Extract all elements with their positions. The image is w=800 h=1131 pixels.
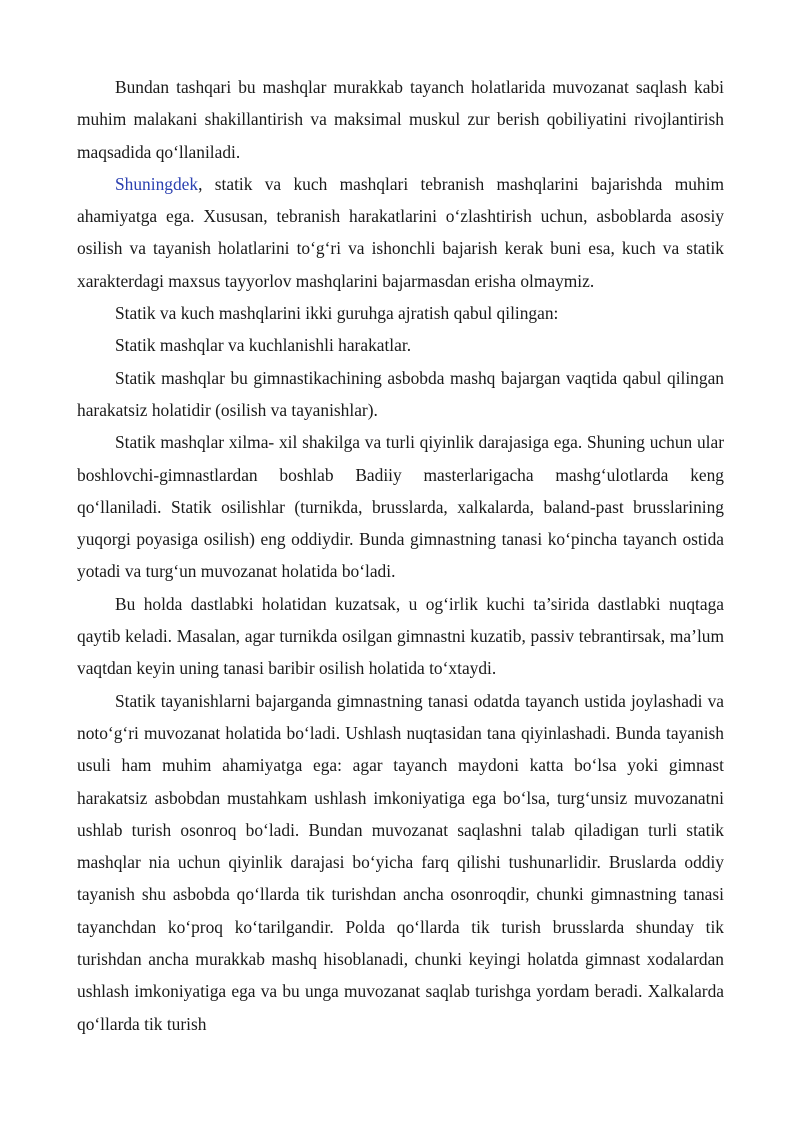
paragraph-2 (77, 168, 724, 297)
paragraph-7 (77, 588, 724, 685)
paragraph-text: Statik mashqlar va kuchlanishli harakatlar. (115, 335, 412, 356)
paragraph-text: Statik mashqlar bu gimnastikachining asbobda mashq bajargan vaqtida qabul qilingan harakatsiz holatidir (osilish va tayanishlar). (77, 367, 724, 420)
paragraph-text: Statik tayanishlarni bajarganda gimnastning tanasi odatda tayanch ustida joylashadi va noto‘g‘ri muvozanat holatida bo‘ladi. Ushlash nuqtasidan tana qiyinlashadi. Bunda tayanish usuli ham muhim ahamiyatga ega: agar tayanch maydoni katta bo‘lsa yoki gimnast harakatsiz asbobdan mustahkam ushlash imkoniyatiga ega bo‘lsa, turg‘unsiz muvozanatni ushlab turish osonroq bo‘ladi. Bundan muvozanat saqlashni talab qiladigan turli statik mashqlar nia uchun qiyinlik darajasi bo‘yicha farq qilishi tushunarlidir. Bruslarda oddiy tayanish shu asbobda qo‘llarda tik turishdan ancha osonroqdir, chunki gimnastning tanasi tayanchdan ko‘proq ko‘tarilgandir. Polda qo‘llarda tik turish brusslarda shunday tik turishdan ancha murakkab mashq hisoblanadi, chunki keyingi holatda gimnast xodalardan ushlash imkoniyatiga ega va bu unga muvozanat saqlab turishga yordam beradi. Xalkalarda qo‘llarda tik turish (77, 690, 724, 1034)
paragraph-text: Bundan tashqari bu mashqlar murakkab tayanch holatlarida muvozanat saqlash kabi muhim malakani shakillantirish va maksimal muskul zur berish qobiliyatini rivojlantirish maqsadida qo‘llaniladi. (77, 77, 724, 162)
paragraph-1 (77, 71, 724, 168)
paragraph-6 (77, 426, 724, 587)
paragraph-3 (77, 297, 724, 329)
shuningdek-link[interactable]: Shuningdek (115, 173, 199, 194)
paragraph-5 (77, 362, 724, 427)
paragraph-text: Bu holda dastlabki holatidan kuzatsak, u og‘irlik kuchi ta’sirida dastlabki nuqtaga qaytib keladi. Masalan, agar turnikda osilgan gimnastni kuzatib, passiv tebrantirsak, ma’lum vaqtdan keyin uning tanasi baribir osilish holatida to‘xtaydi. (77, 593, 724, 679)
paragraph-text: Statik mashqlar xilma- xil shakilga va turli qiyinlik darajasiga ega. Shuning uchun ular boshlovchi-gimnastlardan boshlab Badiiy masterlarigacha mashg‘ulotlarda keng qo‘llaniladi. Statik osilishlar (turnikda, brusslarda, xalkalarda, baland-past brusslarining yuqorgi poyasiga osilish) eng oddiydir. Bunda gimnastning tanasi ko‘pincha tayanch ostida yotadi va turg‘un muvozanat holatida bo‘ladi. (77, 432, 724, 582)
document-page (77, 71, 724, 1040)
paragraph-8 (77, 685, 724, 1040)
paragraph-text: , statik va kuch mashqlari tebranish mashqlarini bajarishda muhim ahamiyatga ega. Xususan, tebranish harakatlarini o‘zlashtirish uchun, asboblarda asosiy osilish va tayanish holatlarini to‘g‘ri va ishonchli bajarish kerak buni esa, kuch va statik xarakterdagi maxsus tayyorlov mashqlarini bajarmasdan erisha olmaymiz. (77, 173, 724, 291)
paragraph-4 (77, 329, 724, 361)
paragraph-text: Statik va kuch mashqlarini ikki guruhga ajratish qabul qilingan: (115, 303, 559, 324)
